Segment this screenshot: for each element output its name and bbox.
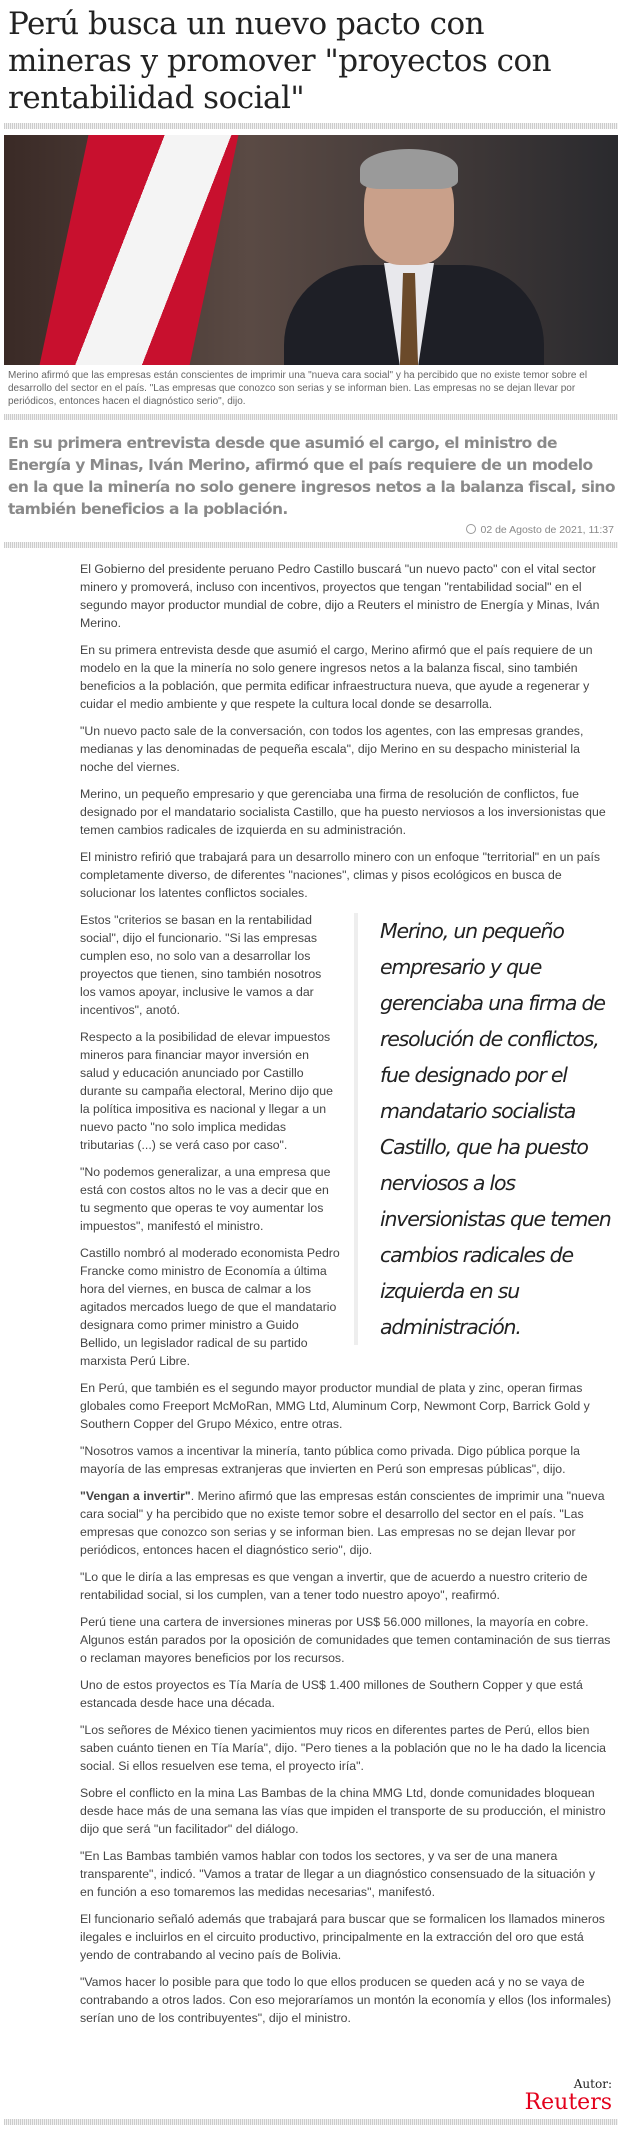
article-lead: En su primera entrevista desde que asumió el cargo, el ministro de Energía y Minas, Iván Merino, afirmó que el país requiere de un modelo en la que la minería no solo genere ingresos netos a la balanza fiscal, sino también beneficios a la población.: [8, 434, 615, 518]
photo-caption: Merino afirmó que las empresas están conscientes de imprimir una "nueva cara social" y ha percibido que no existe temor sobre el desarrollo del sector en el país. "Las empresas que conozco son serias y se informan bien. Las empresas no se dejan llevar por periódicos, entonces hacen el diagnóstico serio", dijo.: [8, 370, 588, 407]
paragraph: El Gobierno del presidente peruano Pedro Castillo buscará "un nuevo pacto" con el vital sector minero y promoverá, incluso con incentivos, proyectos que tengan "rentabilidad social" en el segundo mayor productor mundial de cobre, dijo a Reuters el ministro de Energía y Minas, Iván Merino.: [80, 562, 600, 630]
peru-flag: [40, 135, 239, 365]
paragraph: "Nosotros vamos a incentivar la minería, tanto pública como privada. Digo pública porque la mayoría de las empresas extranjeras que invierten en Perú son empresas públicas", dijo.: [80, 1444, 580, 1476]
paragraph: El ministro refirió que trabajará para un desarrollo minero con un enfoque "territorial" en un país completamente diverso, de diferentes "naciones", climas y pisos ecológicos en busca de solucionar los latentes conflictos sociales.: [80, 850, 601, 900]
paragraph: Perú tiene una cartera de inversiones mineras por US$ 56.000 millones, la mayoría en cobre. Algunos están parados por la oposición de comunidades que temen contaminación de sus tierras o reclaman mayores beneficios por los recursos.: [80, 1615, 611, 1665]
article-photo: [4, 135, 618, 365]
article-body: [4, 552, 618, 2027]
article-title: Perú busca un nuevo pacto con mineras y promover "proyectos con rentabilidad social": [8, 6, 552, 116]
divider: [4, 542, 618, 548]
paragraph: Merino, un pequeño empresario y que gerenciaba una firma de resolución de conflictos, fue designado por el mandatario socialista Castillo, que ha puesto nerviosos a los inversionistas que temen cambios radicales de izquierda en su administración.: [80, 787, 606, 837]
paragraph: "No podemos generalizar, a una empresa que está con costos altos no le vas a decir que en tu segmento que operas te voy aumentar los impuestos", manifestó el ministro.: [80, 1165, 331, 1233]
paragraph: En Perú, que también es el segundo mayor productor mundial de plata y zinc, operan firmas globales como Freeport McMoRan, MMG Ltd, Aluminum Corp, Newmont Corp, Barrick Gold y Southern Copper del Grupo México, entre otras.: [80, 1381, 590, 1431]
divider: [4, 2119, 618, 2125]
paragraph: Respecto a la posibilidad de elevar impuestos mineros para financiar mayor inversión en salud y educación anunciado por Castillo durante su campaña electoral, Merino dijo que la política impositiva es nacional y llegar a un nuevo pacto "no solo implica medidas tributarias (...) se verá caso por caso".: [80, 1030, 333, 1152]
paragraph: "En Las Bambas también vamos hablar con todos los sectores, y va ser de una manera transparente", indicó. "Vamos a tratar de llegar a un diagnóstico consensuado de la situación y en función a eso tomaremos las medidas necesarias", manifestó.: [80, 1849, 596, 1899]
paragraph: Sobre el conflicto en la mina Las Bambas de la china MMG Ltd, donde comunidades bloquean desde hace más de una semana las vías que impiden el transporte de su producción, el ministro dijo que será "un facilitador" del diálogo.: [80, 1786, 606, 1836]
paragraph: "Un nuevo pacto sale de la conversación, con todos los agentes, con las empresas grandes, medianas y las denominadas de pequeña escala", dijo Merino en su despacho ministerial la noche del viernes.: [80, 724, 584, 774]
paragraph: "Lo que le diría a las empresas es que vengan a invertir, que de acuerdo a nuestro criterio de rentabilidad social, si los cumplen, van a tener todo nuestro apoyo", reafirmó.: [80, 1570, 588, 1602]
paragraph: "Vamos hacer lo posible para que todo lo que ellos producen se queden acá y no se vaya de contrabando a otros lados. Con eso mejoraríamos un montón la economía y ellos (los informales) serían uno de los contribuyentes", dijo el ministro.: [80, 1975, 612, 2025]
minister-portrait: [284, 155, 584, 365]
paragraph-text: . Merino afirmó que las empresas están conscientes de imprimir una "nueva cara social" y ha percibido que no existe temor sobre el desarrollo del sector en el país. "Las empresas que conozco son serias y se informan bien. Las empresas no se dejan llevar por periódicos, entonces hacen el diagnóstico serio", dijo.: [80, 1489, 605, 1557]
author-block: [4, 2077, 612, 2115]
divider: [4, 123, 618, 129]
author-label: Autor:: [573, 2077, 612, 2091]
paragraph: Estos "criterios se basan en la rentabilidad social", dijo el funcionario. "Si las empresas cumplen eso, no solo van a desarrollar los proyectos que tienen, sino también nosotros los vamos apoyar, inclusive le vamos a dar incentivos", anotó.: [80, 913, 322, 1017]
paragraph: [80, 1487, 612, 1559]
paragraph: "Los señores de México tienen yacimientos muy ricos en diferentes partes de Perú, ellos bien saben cuánto tienen en Tía María", dijo. "Pero tienes a la población que no le ha dado la licencia social. Si ellos resuelven ese tema, el proyecto iría".: [80, 1723, 607, 1773]
paragraph: Uno de estos proyectos es Tía María de US$ 1.400 millones de Southern Copper y que está estancada desde hace una década.: [80, 1678, 583, 1710]
divider: [4, 414, 618, 420]
pull-quote: Merino, un pequeño empresario y que gerenciaba una firma de resolución de conflictos, fue designado por el mandatario socialista Castillo, que ha puesto nerviosos a los inversionistas que temen cambios radicales de izquierda en su administración.: [354, 913, 612, 1345]
publish-date: [4, 524, 614, 536]
author-name[interactable]: Reuters: [524, 2090, 612, 2115]
paragraph: Castillo nombró al moderado economista Pedro Francke como ministro de Economía a última hora del viernes, en busca de calmar a los agitados mercados luego de que el mandatario designara como primer ministro a Guido Bellido, un legislador radical de su partido marxista Perú Libre.: [80, 1246, 340, 1368]
paragraph: En su primera entrevista desde que asumió el cargo, Merino afirmó que el país requiere de un modelo en la que la minería no solo genere ingresos netos a la balanza fiscal, sino también beneficios a la población, que permita edificar infraestructura nueva, que ayude a regenerar y cuidar el medio ambiente y que respete la cultura local donde se desarrolla.: [80, 643, 593, 711]
date-text: 02 de Agosto de 2021, 11:37: [480, 524, 614, 536]
paragraph: El funcionario señaló además que trabajará para buscar que se formalicen los llamados mineros ilegales e incluirlos en el circuito productivo, principalmente en la extracción del oro que está yendo de contrabando al vecino país de Bolivia.: [80, 1912, 605, 1962]
subheading: "Vengan a invertir": [80, 1489, 191, 1503]
article: [0, 6, 622, 2125]
clock-icon: [466, 524, 476, 534]
